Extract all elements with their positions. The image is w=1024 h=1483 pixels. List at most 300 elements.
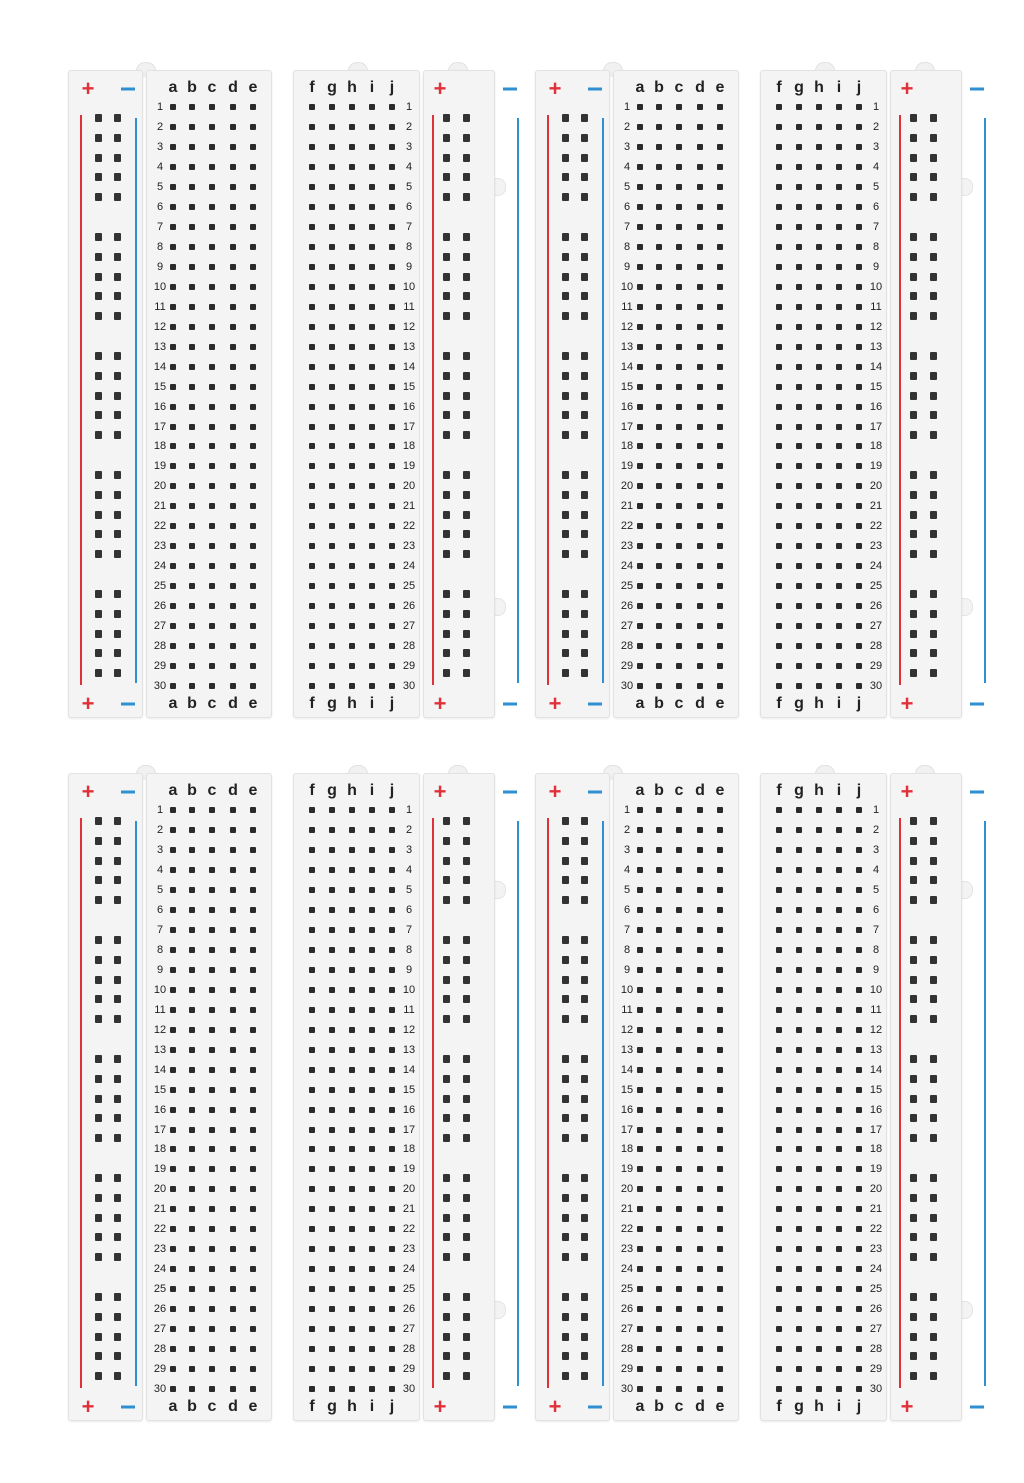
rail-hole [95, 995, 102, 1003]
terminal-hole [250, 947, 256, 953]
terminal-hole [170, 304, 176, 310]
terminal-hole [816, 324, 822, 330]
terminal-hole [676, 1266, 682, 1272]
rail-hole [443, 173, 450, 181]
rail-hole [910, 193, 917, 201]
terminal-hole [717, 807, 723, 813]
terminal-hole [389, 967, 395, 973]
terminal-hole [676, 847, 682, 853]
terminal-hole [836, 967, 842, 973]
side-tab [962, 178, 973, 196]
terminal-hole [656, 224, 662, 230]
row-number: 15 [869, 380, 883, 393]
terminal-hole [329, 324, 335, 330]
terminal-hole [250, 364, 256, 370]
terminal-hole [329, 284, 335, 290]
rail-hole [581, 1095, 588, 1103]
terminal-hole [717, 1146, 723, 1152]
terminal-hole [697, 643, 703, 649]
terminal-hole [836, 443, 842, 449]
terminal-hole [676, 284, 682, 290]
row-number: 25 [153, 580, 167, 593]
terminal-hole [637, 1306, 643, 1312]
terminal-hole [230, 1087, 236, 1093]
row-number: 8 [872, 943, 880, 956]
terminal-hole [189, 124, 195, 130]
terminal-hole [637, 947, 643, 953]
terminal-hole [230, 1286, 236, 1292]
terminal-hole [796, 603, 802, 609]
row-number: 25 [153, 1283, 167, 1296]
terminal-hole [717, 144, 723, 150]
terminal-hole [209, 1346, 215, 1352]
row-number: 8 [623, 943, 631, 956]
rail-hole [910, 372, 917, 380]
rail-hole [443, 312, 450, 320]
terminal-hole [309, 583, 315, 589]
terminal-hole [656, 1047, 662, 1053]
terminal-hole [329, 827, 335, 833]
terminal-hole [776, 404, 782, 410]
terminal-hole [389, 1386, 395, 1392]
terminal-hole [189, 324, 195, 330]
row-number: 30 [620, 1383, 634, 1396]
terminal-hole [230, 384, 236, 390]
terminal-hole [389, 1186, 395, 1192]
rail-hole [114, 1075, 121, 1083]
terminal-hole [697, 1107, 703, 1113]
terminal-hole [369, 643, 375, 649]
terminal-hole [676, 344, 682, 350]
row-number: 18 [620, 1143, 634, 1156]
terminal-hole [836, 1146, 842, 1152]
terminal-hole [816, 827, 822, 833]
column-label: b [187, 79, 197, 96]
rail-hole [910, 511, 917, 519]
terminal-hole [856, 104, 862, 110]
terminal-hole [676, 264, 682, 270]
terminal-hole [697, 807, 703, 813]
rail-hole [443, 1333, 450, 1341]
rail-hole [562, 173, 569, 181]
rail-hole [930, 134, 937, 142]
row-number: 3 [405, 140, 413, 153]
row-number: 22 [620, 1223, 634, 1236]
terminal-hole [637, 1166, 643, 1172]
rail-hole [95, 976, 102, 984]
terminal-hole [329, 404, 335, 410]
terminal-hole [189, 887, 195, 893]
rail-hole [95, 352, 102, 360]
row-number: 6 [872, 200, 880, 213]
terminal-hole [776, 1346, 782, 1352]
rail-hole [443, 134, 450, 142]
row-number: 30 [402, 680, 416, 693]
terminal-hole [389, 987, 395, 993]
row-number: 19 [402, 1163, 416, 1176]
terminal-hole [389, 483, 395, 489]
terminal-hole [816, 463, 822, 469]
terminal-hole [836, 907, 842, 913]
terminal-hole [209, 1027, 215, 1033]
terminal-hole [230, 1186, 236, 1192]
terminal-hole [189, 1286, 195, 1292]
terminal-hole [676, 324, 682, 330]
row-number: 21 [402, 1203, 416, 1216]
terminal-hole [676, 1386, 682, 1392]
terminal-hole [856, 384, 862, 390]
column-label: c [674, 782, 684, 799]
terminal-hole [209, 867, 215, 873]
terminal-hole [776, 523, 782, 529]
terminal-hole [676, 887, 682, 893]
row-number: 7 [156, 923, 164, 936]
row-number: 1 [405, 804, 413, 816]
terminal-hole [369, 1007, 375, 1013]
rail-hole [463, 669, 470, 677]
terminal-hole [389, 424, 395, 430]
negative-sign [970, 703, 984, 706]
terminal-hole [697, 1166, 703, 1172]
terminal-hole [209, 1047, 215, 1053]
rail-hole [930, 956, 937, 964]
rail-hole [562, 1214, 569, 1222]
terminal-hole [349, 1027, 355, 1033]
column-label: d [695, 782, 705, 799]
rail-hole [562, 352, 569, 360]
terminal-hole [697, 1007, 703, 1013]
rail-hole [910, 233, 917, 241]
column-label: d [695, 79, 705, 96]
rail-hole [114, 669, 121, 677]
terminal-hole [170, 987, 176, 993]
terminal-hole [676, 1326, 682, 1332]
row-number: 7 [623, 220, 631, 233]
terminal-hole [329, 224, 335, 230]
terminal-hole [309, 164, 315, 170]
terminal-hole [717, 404, 723, 410]
terminal-hole [796, 1127, 802, 1133]
terminal-hole [329, 1166, 335, 1172]
terminal-hole [309, 987, 315, 993]
terminal-hole [209, 663, 215, 669]
terminal-hole [170, 927, 176, 933]
terminal-hole [776, 947, 782, 953]
column-label: d [228, 1398, 238, 1415]
terminal-hole [189, 1366, 195, 1372]
terminal-hole [856, 184, 862, 190]
terminal-hole [796, 1067, 802, 1073]
terminal-hole [170, 184, 176, 190]
row-number: 10 [869, 983, 883, 996]
terminal-hole [170, 1146, 176, 1152]
terminal-hole [170, 543, 176, 549]
terminal-hole [250, 503, 256, 509]
terminal-hole [656, 344, 662, 350]
terminal-hole [369, 244, 375, 250]
terminal-hole [717, 364, 723, 370]
row-number: 8 [872, 240, 880, 253]
terminal-hole [230, 244, 236, 250]
rail-hole [930, 1194, 937, 1202]
terminal-hole [389, 404, 395, 410]
terminal-hole [697, 364, 703, 370]
rail-hole [95, 134, 102, 142]
terminal-hole [309, 1166, 315, 1172]
terminal-hole [369, 1107, 375, 1113]
row-number: 8 [405, 943, 413, 956]
rail-hole [581, 936, 588, 944]
terminal-hole [189, 463, 195, 469]
terminal-hole [369, 1266, 375, 1272]
terminal-hole [389, 1346, 395, 1352]
row-number: 21 [620, 500, 634, 513]
terminal-hole [796, 364, 802, 370]
terminal-hole [776, 1286, 782, 1292]
row-number: 3 [405, 843, 413, 856]
rail-hole [95, 392, 102, 400]
terminal-hole [816, 184, 822, 190]
terminal-hole [170, 1007, 176, 1013]
row-number: 16 [153, 1103, 167, 1116]
terminal-hole [637, 384, 643, 390]
terminal-hole [369, 1246, 375, 1252]
rail-hole [562, 550, 569, 558]
terminal-hole [329, 927, 335, 933]
terminal-hole [389, 184, 395, 190]
terminal-hole [369, 304, 375, 310]
row-number: 18 [153, 440, 167, 453]
rail-hole [562, 995, 569, 1003]
rail-hole [463, 1055, 470, 1063]
rail-hole [95, 1293, 102, 1301]
rail-hole [95, 956, 102, 964]
rail-hole [562, 511, 569, 519]
terminal-hole [637, 1206, 643, 1212]
terminal-hole [816, 164, 822, 170]
row-number: 28 [869, 1343, 883, 1356]
terminal-hole [776, 807, 782, 813]
rail-hole [581, 1075, 588, 1083]
rail-hole [562, 1075, 569, 1083]
rail-hole [910, 956, 917, 964]
terminal-hole [369, 1306, 375, 1312]
terminal-hole [329, 1366, 335, 1372]
terminal-hole [776, 304, 782, 310]
rail-hole [581, 511, 588, 519]
rail-hole [114, 1174, 121, 1182]
terminal-hole [656, 1346, 662, 1352]
row-number: 1 [623, 804, 631, 816]
terminal-hole [836, 683, 842, 689]
terminal-hole [230, 1007, 236, 1013]
terminal-hole [637, 1087, 643, 1093]
terminal-hole [309, 404, 315, 410]
column-label: g [327, 1398, 337, 1415]
rail-hole [581, 1055, 588, 1063]
row-number: 9 [405, 260, 413, 273]
rail-hole [95, 273, 102, 281]
terminal-hole [230, 1346, 236, 1352]
terminal-hole [309, 184, 315, 190]
rail-hole [443, 1293, 450, 1301]
terminal-hole [170, 204, 176, 210]
terminal-hole [816, 104, 822, 110]
terminal-hole [250, 1246, 256, 1252]
terminal-hole [816, 404, 822, 410]
rail-hole [95, 817, 102, 825]
terminal-hole [656, 284, 662, 290]
column-label: g [327, 695, 337, 712]
terminal-hole [250, 663, 256, 669]
terminal-hole [717, 463, 723, 469]
terminal-hole [656, 887, 662, 893]
rail-hole [95, 530, 102, 538]
terminal-hole [389, 1067, 395, 1073]
terminal-hole [329, 1246, 335, 1252]
terminal-hole [209, 364, 215, 370]
terminal-hole [776, 1226, 782, 1232]
column-label: c [207, 79, 217, 96]
terminal-hole [329, 304, 335, 310]
terminal-hole [656, 1246, 662, 1252]
rail-hole [443, 896, 450, 904]
terminal-hole [637, 1127, 643, 1133]
terminal-hole [209, 927, 215, 933]
row-number: 2 [405, 823, 413, 836]
column-label: j [856, 782, 862, 799]
row-number: 7 [405, 220, 413, 233]
rail-hole [581, 114, 588, 122]
row-number: 19 [869, 1163, 883, 1176]
terminal-hole [836, 1326, 842, 1332]
terminal-hole [369, 124, 375, 130]
terminal-hole [697, 1186, 703, 1192]
column-label: f [776, 1398, 782, 1415]
terminal-hole [637, 184, 643, 190]
rail-hole [562, 193, 569, 201]
terminal-hole [856, 907, 862, 913]
rail-hole [463, 292, 470, 300]
terminal-hole [796, 1266, 802, 1272]
terminal-hole [189, 1186, 195, 1192]
column-label: d [228, 695, 238, 712]
terminal-hole [697, 623, 703, 629]
rail-hole [443, 1055, 450, 1063]
terminal-hole [389, 887, 395, 893]
terminal-hole [816, 603, 822, 609]
terminal-hole [856, 927, 862, 933]
rail-hole [443, 114, 450, 122]
rail-hole [114, 610, 121, 618]
rail-hole [930, 233, 937, 241]
rail-hole [443, 610, 450, 618]
terminal-hole [676, 987, 682, 993]
rail-hole [581, 491, 588, 499]
terminal-hole [209, 947, 215, 953]
terminal-hole [656, 324, 662, 330]
positive-rail-line [432, 115, 434, 685]
rail-hole [95, 1055, 102, 1063]
terminal-hole [676, 643, 682, 649]
row-number: 17 [153, 420, 167, 433]
terminal-hole [816, 1127, 822, 1133]
terminal-hole [170, 144, 176, 150]
terminal-hole [250, 1306, 256, 1312]
row-number: 7 [405, 923, 413, 936]
row-number: 10 [402, 983, 416, 996]
terminal-hole [170, 947, 176, 953]
terminal-hole [209, 847, 215, 853]
terminal-hole [856, 643, 862, 649]
terminal-hole [349, 224, 355, 230]
terminal-hole [697, 603, 703, 609]
rail-hole [95, 1233, 102, 1241]
rail-hole [114, 1214, 121, 1222]
positive-sign: + [433, 1394, 447, 1419]
row-number: 20 [869, 1183, 883, 1196]
terminal-hole [170, 1047, 176, 1053]
row-number: 16 [869, 1103, 883, 1116]
rail-hole [581, 392, 588, 400]
terminal-hole [250, 887, 256, 893]
rail-hole [930, 1293, 937, 1301]
terminal-hole [389, 1127, 395, 1133]
rail-hole [463, 352, 470, 360]
terminal-hole [656, 1326, 662, 1332]
terminal-hole [656, 1087, 662, 1093]
positive-rail-line [899, 818, 901, 1388]
terminal-hole [776, 463, 782, 469]
terminal-hole [676, 1306, 682, 1312]
row-number: 13 [620, 1043, 634, 1056]
rail-hole [443, 253, 450, 261]
terminal-hole [697, 1286, 703, 1292]
rail-hole [114, 1313, 121, 1321]
rail-hole [910, 253, 917, 261]
terminal-hole [170, 1386, 176, 1392]
row-number: 29 [153, 660, 167, 673]
terminal-hole [836, 1366, 842, 1372]
rail-hole [114, 233, 121, 241]
terminal-hole [676, 543, 682, 549]
terminal-hole [637, 663, 643, 669]
row-number: 29 [402, 660, 416, 673]
terminal-hole [209, 987, 215, 993]
row-number: 4 [623, 160, 631, 173]
rail-hole [114, 817, 121, 825]
terminal-hole [250, 603, 256, 609]
terminal-hole [816, 364, 822, 370]
terminal-hole [369, 1166, 375, 1172]
terminal-hole [349, 1107, 355, 1113]
terminal-hole [717, 987, 723, 993]
rail-hole [114, 1015, 121, 1023]
row-number: 5 [872, 180, 880, 193]
rail-hole [581, 253, 588, 261]
terminal-hole [230, 967, 236, 973]
terminal-hole [349, 1246, 355, 1252]
terminal-hole [309, 1286, 315, 1292]
terminal-hole [676, 663, 682, 669]
terminal-hole [250, 1107, 256, 1113]
rail-hole [581, 273, 588, 281]
terminal-hole [389, 104, 395, 110]
positive-rail-line [80, 818, 82, 1388]
terminal-hole [170, 1326, 176, 1332]
terminal-hole [816, 1107, 822, 1113]
terminal-hole [369, 364, 375, 370]
